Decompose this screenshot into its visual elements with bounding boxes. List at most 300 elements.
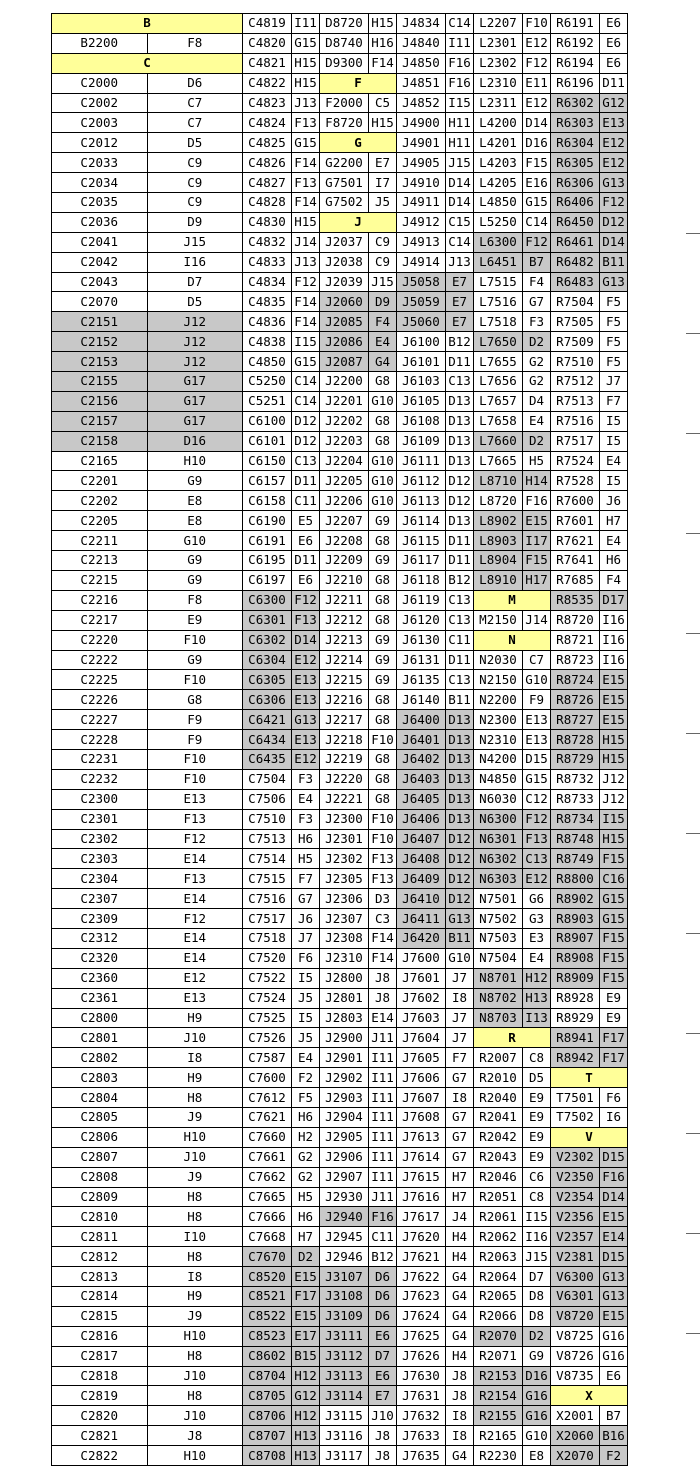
part-code: L6451 (474, 252, 523, 272)
table-row (52, 570, 628, 590)
part-code: J6114 (397, 511, 446, 531)
table-row (52, 471, 628, 491)
grid-location: F3 (292, 769, 320, 789)
grid-location: B7 (523, 252, 551, 272)
grid-location: E6 (600, 53, 628, 73)
table-row (52, 690, 628, 710)
part-code: N6030 (474, 789, 523, 809)
grid-location: C9 (147, 193, 243, 213)
part-code: R7641 (551, 551, 600, 571)
grid-location: G9 (369, 630, 397, 650)
part-code: J6112 (397, 471, 446, 491)
grid-location: F2 (600, 1446, 628, 1466)
part-code: R8902 (551, 889, 600, 909)
part-code: L7656 (474, 372, 523, 392)
grid-location: F7 (600, 391, 628, 411)
grid-location: G8 (369, 590, 397, 610)
part-code: C2157 (52, 411, 148, 431)
grid-location: E12 (600, 133, 628, 153)
grid-location: F4 (600, 570, 628, 590)
part-code: T7501 (551, 1088, 600, 1108)
part-code: C8521 (243, 1287, 292, 1307)
grid-location: D11 (446, 531, 474, 551)
grid-location: H10 (147, 1127, 243, 1147)
grid-location: G13 (600, 1267, 628, 1287)
table-row (52, 1326, 628, 1346)
grid-location: G7 (446, 1147, 474, 1167)
part-code: C7662 (243, 1167, 292, 1187)
grid-location: C9 (369, 232, 397, 252)
grid-location: G8 (369, 690, 397, 710)
grid-location: F12 (600, 193, 628, 213)
part-code: C7506 (243, 789, 292, 809)
grid-location: E15 (292, 1267, 320, 1287)
part-code: L2302 (474, 53, 523, 73)
grid-location: D16 (523, 1366, 551, 1386)
part-code: C2814 (52, 1287, 148, 1307)
grid-location: H13 (292, 1446, 320, 1466)
grid-location: F17 (292, 1287, 320, 1307)
grid-location: C7 (523, 650, 551, 670)
grid-location: H13 (292, 1426, 320, 1446)
part-code: R8721 (551, 630, 600, 650)
part-code: L7658 (474, 411, 523, 431)
margin-tick (686, 833, 700, 834)
grid-location: E15 (600, 670, 628, 690)
grid-location: D12 (292, 411, 320, 431)
grid-location: E12 (523, 869, 551, 889)
grid-location: J12 (600, 789, 628, 809)
grid-location: E5 (292, 511, 320, 531)
grid-location: E16 (523, 173, 551, 193)
part-code: C2822 (52, 1446, 148, 1466)
part-code: L8910 (474, 570, 523, 590)
table-row (52, 212, 628, 232)
grid-location: E8 (147, 511, 243, 531)
grid-location: E6 (600, 33, 628, 53)
grid-location: J14 (292, 232, 320, 252)
part-code: C7510 (243, 809, 292, 829)
part-code: J3113 (320, 1366, 369, 1386)
grid-location: D6 (369, 1267, 397, 1287)
part-code: C2158 (52, 431, 148, 451)
part-code: J6410 (397, 889, 446, 909)
part-code: R8723 (551, 650, 600, 670)
part-code: C2361 (52, 988, 148, 1008)
grid-location: E15 (600, 1207, 628, 1227)
part-code: C6302 (243, 630, 292, 650)
part-code: C8520 (243, 1267, 292, 1287)
grid-location: E7 (369, 153, 397, 173)
table-row (52, 1227, 628, 1247)
table-row (52, 14, 628, 34)
grid-location: J8 (369, 1426, 397, 1446)
grid-location: G8 (369, 710, 397, 730)
part-code: C2818 (52, 1366, 148, 1386)
section-header: B (52, 14, 243, 34)
grid-location: F5 (600, 332, 628, 352)
part-code: J2209 (320, 551, 369, 571)
grid-location: D5 (147, 292, 243, 312)
margin-tick (686, 433, 700, 434)
grid-location: H8 (147, 1088, 243, 1108)
section-header: V (551, 1127, 628, 1147)
table-row (52, 232, 628, 252)
grid-location: C14 (292, 391, 320, 411)
part-code: J6135 (397, 670, 446, 690)
grid-location: E13 (292, 670, 320, 690)
part-code: C4824 (243, 113, 292, 133)
grid-location: F7 (292, 869, 320, 889)
part-code: L8902 (474, 511, 523, 531)
part-code: J2902 (320, 1068, 369, 1088)
grid-location: D13 (446, 391, 474, 411)
grid-location: H4 (446, 1247, 474, 1267)
part-code: C4850 (243, 352, 292, 372)
part-code: C2819 (52, 1386, 148, 1406)
part-code: C4832 (243, 232, 292, 252)
part-code: N7503 (474, 928, 523, 948)
part-code: J4901 (397, 133, 446, 153)
part-code: C2812 (52, 1247, 148, 1267)
grid-location: D12 (446, 829, 474, 849)
grid-location: H10 (147, 451, 243, 471)
part-code: C2302 (52, 829, 148, 849)
table-row (52, 1287, 628, 1307)
table-row (52, 869, 628, 889)
grid-location: C14 (523, 212, 551, 232)
part-code: V6300 (551, 1267, 600, 1287)
grid-location: F14 (369, 53, 397, 73)
grid-location: F10 (147, 630, 243, 650)
part-code: C8707 (243, 1426, 292, 1446)
part-code: J2946 (320, 1247, 369, 1267)
grid-location: D11 (292, 471, 320, 491)
part-code: J2930 (320, 1187, 369, 1207)
grid-location: H11 (446, 113, 474, 133)
grid-location: G8 (369, 789, 397, 809)
grid-location: E15 (600, 710, 628, 730)
grid-location: G7 (446, 1127, 474, 1147)
part-code: C2211 (52, 531, 148, 551)
part-code: L7655 (474, 352, 523, 372)
grid-location: I7 (369, 173, 397, 193)
part-code: C4827 (243, 173, 292, 193)
grid-location: I5 (600, 471, 628, 491)
part-code: J6409 (397, 869, 446, 889)
part-code: J4910 (397, 173, 446, 193)
part-code: C2217 (52, 610, 148, 630)
part-code: C7612 (243, 1088, 292, 1108)
part-code: R7621 (551, 531, 600, 551)
grid-location: D13 (446, 511, 474, 531)
part-code: C2042 (52, 252, 148, 272)
grid-location: E14 (147, 928, 243, 948)
part-code: J3108 (320, 1287, 369, 1307)
grid-location: E13 (147, 988, 243, 1008)
part-code: J6117 (397, 551, 446, 571)
table-row (52, 113, 628, 133)
grid-location: G16 (523, 1406, 551, 1426)
grid-location: E14 (147, 889, 243, 909)
grid-location: J5 (292, 1028, 320, 1048)
grid-location: G9 (147, 471, 243, 491)
part-code: J2900 (320, 1028, 369, 1048)
grid-location: E6 (369, 1326, 397, 1346)
grid-location: I6 (600, 1107, 628, 1127)
part-code: R8907 (551, 928, 600, 948)
part-code: C2809 (52, 1187, 148, 1207)
grid-location: G8 (369, 531, 397, 551)
part-code: C7660 (243, 1127, 292, 1147)
part-code: V8720 (551, 1306, 600, 1326)
part-code: C2811 (52, 1227, 148, 1247)
part-code: C2307 (52, 889, 148, 909)
part-code: C2165 (52, 451, 148, 471)
part-code: F2000 (320, 93, 369, 113)
table-row (52, 1187, 628, 1207)
grid-location: I11 (369, 1088, 397, 1108)
part-code: R8941 (551, 1028, 600, 1048)
grid-location: J15 (523, 1247, 551, 1267)
part-code: J6105 (397, 391, 446, 411)
grid-location: C13 (523, 849, 551, 869)
grid-location: I5 (292, 1008, 320, 1028)
part-code: N4850 (474, 769, 523, 789)
part-code: C4835 (243, 292, 292, 312)
grid-location: H14 (523, 471, 551, 491)
part-code: R7517 (551, 431, 600, 451)
grid-location: E9 (600, 1008, 628, 1028)
grid-location: F14 (292, 292, 320, 312)
grid-location: J6 (600, 491, 628, 511)
part-code: C6150 (243, 451, 292, 471)
part-code: C6301 (243, 610, 292, 630)
part-code: J7600 (397, 948, 446, 968)
grid-location: E4 (600, 531, 628, 551)
part-code: C4828 (243, 193, 292, 213)
part-code: R7685 (551, 570, 600, 590)
part-code: N6301 (474, 829, 523, 849)
table-row (52, 272, 628, 292)
grid-location: I8 (147, 1267, 243, 1287)
part-code: R6483 (551, 272, 600, 292)
table-row (52, 411, 628, 431)
grid-location: D17 (600, 590, 628, 610)
margin-tick (686, 533, 700, 534)
table-row (52, 93, 628, 113)
grid-location: D13 (446, 431, 474, 451)
grid-location: G4 (446, 1267, 474, 1287)
part-code: C2801 (52, 1028, 148, 1048)
grid-location: D14 (523, 113, 551, 133)
part-code: J2214 (320, 650, 369, 670)
part-code: R2042 (474, 1127, 523, 1147)
grid-location: J12 (147, 352, 243, 372)
grid-location: B12 (446, 332, 474, 352)
grid-location: E4 (600, 451, 628, 471)
part-code: J7635 (397, 1446, 446, 1466)
grid-location: G7 (446, 1068, 474, 1088)
part-code: L2311 (474, 93, 523, 113)
section-header: R (474, 1028, 551, 1048)
grid-location: F17 (600, 1028, 628, 1048)
grid-location: I5 (600, 431, 628, 451)
grid-location: J9 (147, 1107, 243, 1127)
grid-location: D16 (147, 431, 243, 451)
grid-location: F14 (369, 928, 397, 948)
table-row (52, 292, 628, 312)
grid-location: D12 (446, 471, 474, 491)
part-code: J2201 (320, 391, 369, 411)
part-code: C4834 (243, 272, 292, 292)
table-row (52, 809, 628, 829)
grid-location: C6 (523, 1167, 551, 1187)
grid-location: B12 (446, 570, 474, 590)
grid-location: H5 (523, 451, 551, 471)
grid-location: H17 (523, 570, 551, 590)
part-code: J4912 (397, 212, 446, 232)
part-code: L8720 (474, 491, 523, 511)
grid-location: G7 (523, 292, 551, 312)
part-code: C2043 (52, 272, 148, 292)
grid-location: F14 (292, 312, 320, 332)
grid-location: B12 (369, 1247, 397, 1267)
grid-location: H4 (446, 1227, 474, 1247)
part-code: R2155 (474, 1406, 523, 1426)
part-code: J6120 (397, 610, 446, 630)
part-code: V2302 (551, 1147, 600, 1167)
part-code: J7623 (397, 1287, 446, 1307)
part-code: J2302 (320, 849, 369, 869)
part-code: R8928 (551, 988, 600, 1008)
part-code: C8704 (243, 1366, 292, 1386)
part-code: J6109 (397, 431, 446, 451)
part-code: J2216 (320, 690, 369, 710)
grid-location: D12 (600, 212, 628, 232)
part-code: J2306 (320, 889, 369, 909)
grid-location: D7 (147, 272, 243, 292)
grid-location: G2 (292, 1147, 320, 1167)
part-code: J2310 (320, 948, 369, 968)
margin-tick (686, 633, 700, 634)
grid-location: G13 (446, 909, 474, 929)
grid-location: H13 (523, 988, 551, 1008)
grid-location: D9 (369, 292, 397, 312)
grid-location: B7 (600, 1406, 628, 1426)
grid-location: B15 (292, 1346, 320, 1366)
grid-location: H5 (292, 1187, 320, 1207)
part-code: C6100 (243, 411, 292, 431)
grid-location: G2 (292, 1167, 320, 1187)
part-code: J7608 (397, 1107, 446, 1127)
grid-location: E13 (523, 710, 551, 730)
part-code: C2320 (52, 948, 148, 968)
part-code: C2202 (52, 491, 148, 511)
grid-location: D14 (446, 173, 474, 193)
grid-location: C7 (147, 113, 243, 133)
part-code: R8728 (551, 730, 600, 750)
part-code: J3111 (320, 1326, 369, 1346)
grid-location: J14 (523, 610, 551, 630)
section-header: T (551, 1068, 628, 1088)
part-code: J2907 (320, 1167, 369, 1187)
part-code: J3112 (320, 1346, 369, 1366)
grid-location: J13 (292, 252, 320, 272)
grid-location: E13 (523, 730, 551, 750)
part-code: C6300 (243, 590, 292, 610)
grid-location: D15 (600, 1247, 628, 1267)
part-code: J2904 (320, 1107, 369, 1127)
part-code: R6482 (551, 252, 600, 272)
part-code: N2150 (474, 670, 523, 690)
part-code: C2303 (52, 849, 148, 869)
part-code: V8725 (551, 1326, 600, 1346)
part-code: C8708 (243, 1446, 292, 1466)
part-code: C6101 (243, 431, 292, 451)
grid-location: D12 (446, 491, 474, 511)
grid-location: E13 (600, 113, 628, 133)
grid-location: D9 (147, 212, 243, 232)
table-row (52, 849, 628, 869)
part-code: C2000 (52, 73, 148, 93)
part-code: L2310 (474, 73, 523, 93)
grid-location: I5 (292, 968, 320, 988)
part-code: C2155 (52, 372, 148, 392)
grid-location: F15 (600, 849, 628, 869)
part-code: C2222 (52, 650, 148, 670)
table-row (52, 829, 628, 849)
part-code: C4830 (243, 212, 292, 232)
grid-location: F14 (292, 153, 320, 173)
part-code: J2205 (320, 471, 369, 491)
part-code: J3116 (320, 1426, 369, 1446)
grid-location: E6 (600, 1366, 628, 1386)
part-code: C6190 (243, 511, 292, 531)
grid-location: G7 (446, 1107, 474, 1127)
part-code: C8523 (243, 1326, 292, 1346)
grid-location: D2 (292, 1247, 320, 1267)
grid-location: E15 (523, 511, 551, 531)
grid-location: I16 (600, 610, 628, 630)
part-code: J6108 (397, 411, 446, 431)
part-code: R8733 (551, 789, 600, 809)
grid-location: F2 (292, 1068, 320, 1088)
part-code: C7621 (243, 1107, 292, 1127)
grid-location: E9 (523, 1088, 551, 1108)
grid-location: F7 (446, 1048, 474, 1068)
part-code: C6434 (243, 730, 292, 750)
grid-location: J8 (369, 968, 397, 988)
grid-location: I15 (446, 93, 474, 113)
grid-location: E8 (523, 1446, 551, 1466)
part-code: N8701 (474, 968, 523, 988)
grid-location: H12 (292, 1366, 320, 1386)
part-code: J2803 (320, 1008, 369, 1028)
grid-location: F13 (147, 869, 243, 889)
grid-location: D16 (523, 133, 551, 153)
part-code: V2356 (551, 1207, 600, 1227)
part-code: V6301 (551, 1287, 600, 1307)
grid-location: E4 (292, 1048, 320, 1068)
grid-location: C7 (147, 93, 243, 113)
grid-location: C11 (446, 630, 474, 650)
grid-location: D15 (523, 749, 551, 769)
part-code: R6192 (551, 33, 600, 53)
part-code: J2210 (320, 570, 369, 590)
part-code: R6450 (551, 212, 600, 232)
part-code: J7603 (397, 1008, 446, 1028)
